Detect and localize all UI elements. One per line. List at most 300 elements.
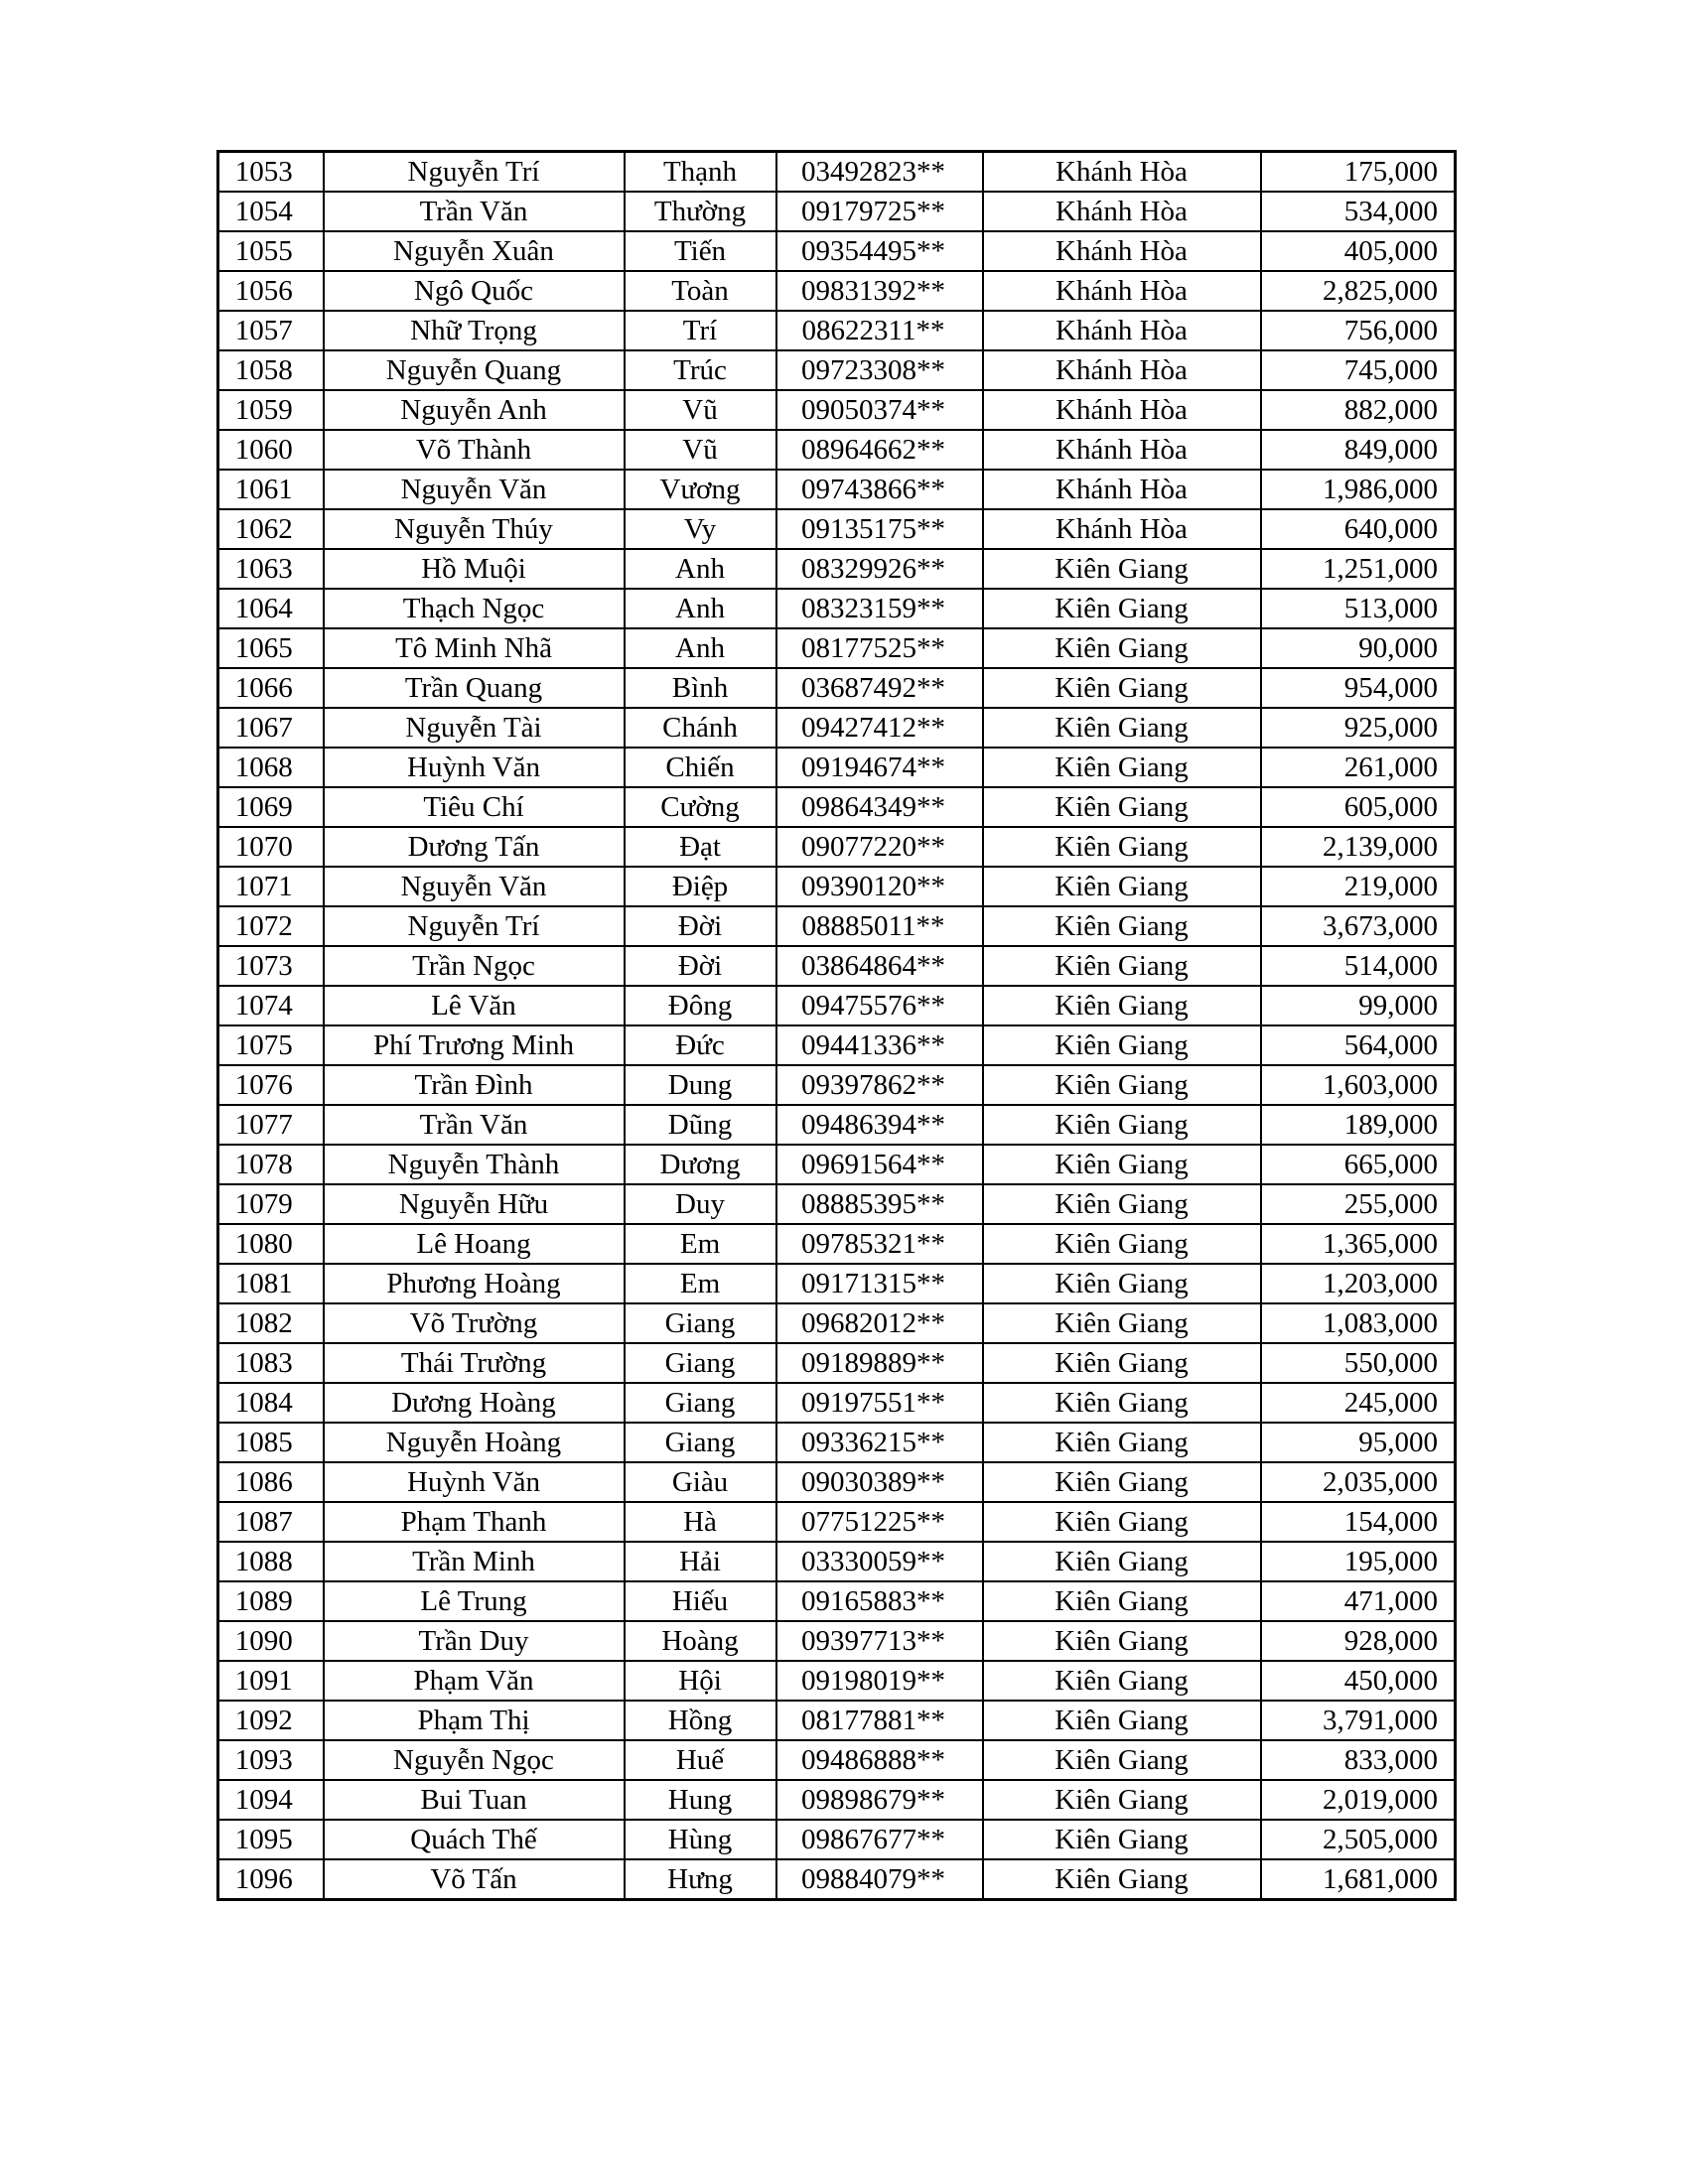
phone-cell: 03330059**: [776, 1542, 983, 1581]
phone-cell: 09197551**: [776, 1383, 983, 1423]
phone-cell: 09898679**: [776, 1780, 983, 1820]
phone-cell: 03687492**: [776, 668, 983, 708]
amount-cell: 833,000: [1261, 1740, 1456, 1780]
phone-cell: 08885011**: [776, 906, 983, 946]
phone-cell: 09723308**: [776, 350, 983, 390]
given-name-cell: Hùng: [625, 1820, 776, 1859]
given-name-cell: Giang: [625, 1383, 776, 1423]
surname-cell: Nguyễn Tài: [324, 708, 625, 748]
row-number-cell: 1064: [218, 589, 324, 628]
surname-cell: Nguyễn Xuân: [324, 231, 625, 271]
given-name-cell: Dũng: [625, 1105, 776, 1145]
given-name-cell: Đời: [625, 906, 776, 946]
table-row: [218, 1502, 1456, 1542]
surname-cell: Lê Trung: [324, 1581, 625, 1621]
row-number-cell: 1053: [218, 152, 324, 193]
row-number-cell: 1095: [218, 1820, 324, 1859]
given-name-cell: Chánh: [625, 708, 776, 748]
phone-cell: 09864349**: [776, 787, 983, 827]
row-number-cell: 1071: [218, 867, 324, 906]
surname-cell: Nguyễn Quang: [324, 350, 625, 390]
table-row: [218, 748, 1456, 787]
row-number-cell: 1079: [218, 1184, 324, 1224]
table-row: [218, 430, 1456, 470]
amount-cell: 189,000: [1261, 1105, 1456, 1145]
row-number-cell: 1072: [218, 906, 324, 946]
province-cell: Kiên Giang: [983, 748, 1261, 787]
surname-cell: Trần Văn: [324, 192, 625, 231]
surname-cell: Phạm Thị: [324, 1701, 625, 1740]
row-number-cell: 1081: [218, 1264, 324, 1303]
amount-cell: 1,365,000: [1261, 1224, 1456, 1264]
phone-cell: 09189889**: [776, 1343, 983, 1383]
given-name-cell: Đông: [625, 986, 776, 1025]
phone-cell: 09475576**: [776, 986, 983, 1025]
province-cell: Kiên Giang: [983, 1303, 1261, 1343]
table-row: [218, 470, 1456, 509]
row-number-cell: 1055: [218, 231, 324, 271]
phone-cell: 08323159**: [776, 589, 983, 628]
amount-cell: 640,000: [1261, 509, 1456, 549]
row-number-cell: 1078: [218, 1145, 324, 1184]
amount-cell: 745,000: [1261, 350, 1456, 390]
row-number-cell: 1091: [218, 1661, 324, 1701]
surname-cell: Phương Hoàng: [324, 1264, 625, 1303]
province-cell: Khánh Hòa: [983, 192, 1261, 231]
table-row: [218, 1780, 1456, 1820]
province-cell: Kiên Giang: [983, 787, 1261, 827]
table-row: [218, 1740, 1456, 1780]
amount-cell: 954,000: [1261, 668, 1456, 708]
row-number-cell: 1092: [218, 1701, 324, 1740]
phone-cell: 08885395**: [776, 1184, 983, 1224]
row-number-cell: 1068: [218, 748, 324, 787]
surname-cell: Quách Thế: [324, 1820, 625, 1859]
province-cell: Khánh Hòa: [983, 152, 1261, 193]
given-name-cell: Hiếu: [625, 1581, 776, 1621]
row-number-cell: 1074: [218, 986, 324, 1025]
row-number-cell: 1086: [218, 1462, 324, 1502]
phone-cell: 09397713**: [776, 1621, 983, 1661]
province-cell: Khánh Hòa: [983, 430, 1261, 470]
recipient-table-body: [218, 152, 1456, 1900]
row-number-cell: 1087: [218, 1502, 324, 1542]
given-name-cell: Vũ: [625, 430, 776, 470]
amount-cell: 849,000: [1261, 430, 1456, 470]
row-number-cell: 1073: [218, 946, 324, 986]
surname-cell: Nguyễn Hoàng: [324, 1423, 625, 1462]
phone-cell: 08177881**: [776, 1701, 983, 1740]
surname-cell: Võ Tấn: [324, 1859, 625, 1900]
recipient-table: [216, 150, 1457, 1901]
province-cell: Kiên Giang: [983, 1423, 1261, 1462]
phone-cell: 09194674**: [776, 748, 983, 787]
table-row: [218, 946, 1456, 986]
row-number-cell: 1054: [218, 192, 324, 231]
amount-cell: 2,035,000: [1261, 1462, 1456, 1502]
given-name-cell: Duy: [625, 1184, 776, 1224]
amount-cell: 514,000: [1261, 946, 1456, 986]
surname-cell: Trần Ngọc: [324, 946, 625, 986]
amount-cell: 90,000: [1261, 628, 1456, 668]
province-cell: Khánh Hòa: [983, 509, 1261, 549]
row-number-cell: 1083: [218, 1343, 324, 1383]
province-cell: Kiên Giang: [983, 1542, 1261, 1581]
phone-cell: 08622311**: [776, 311, 983, 350]
amount-cell: 450,000: [1261, 1661, 1456, 1701]
surname-cell: Nguyễn Thúy: [324, 509, 625, 549]
surname-cell: Phạm Văn: [324, 1661, 625, 1701]
table-row: [218, 906, 1456, 946]
surname-cell: Trần Quang: [324, 668, 625, 708]
surname-cell: Lê Văn: [324, 986, 625, 1025]
amount-cell: 550,000: [1261, 1343, 1456, 1383]
amount-cell: 471,000: [1261, 1581, 1456, 1621]
given-name-cell: Hội: [625, 1661, 776, 1701]
table-row: [218, 787, 1456, 827]
province-cell: Kiên Giang: [983, 1065, 1261, 1105]
table-row: [218, 1581, 1456, 1621]
amount-cell: 2,139,000: [1261, 827, 1456, 867]
phone-cell: 09867677**: [776, 1820, 983, 1859]
phone-cell: 09030389**: [776, 1462, 983, 1502]
row-number-cell: 1057: [218, 311, 324, 350]
given-name-cell: Giang: [625, 1423, 776, 1462]
table-row: [218, 1383, 1456, 1423]
province-cell: Kiên Giang: [983, 708, 1261, 748]
row-number-cell: 1058: [218, 350, 324, 390]
row-number-cell: 1062: [218, 509, 324, 549]
phone-cell: 09486888**: [776, 1740, 983, 1780]
given-name-cell: Toàn: [625, 271, 776, 311]
amount-cell: 261,000: [1261, 748, 1456, 787]
province-cell: Khánh Hòa: [983, 231, 1261, 271]
given-name-cell: Thạnh: [625, 152, 776, 193]
table-row: [218, 192, 1456, 231]
given-name-cell: Vương: [625, 470, 776, 509]
table-row: [218, 1145, 1456, 1184]
surname-cell: Võ Thành: [324, 430, 625, 470]
surname-cell: Trần Duy: [324, 1621, 625, 1661]
amount-cell: 245,000: [1261, 1383, 1456, 1423]
amount-cell: 928,000: [1261, 1621, 1456, 1661]
given-name-cell: Đạt: [625, 827, 776, 867]
amount-cell: 405,000: [1261, 231, 1456, 271]
province-cell: Kiên Giang: [983, 1859, 1261, 1900]
province-cell: Kiên Giang: [983, 1661, 1261, 1701]
given-name-cell: Em: [625, 1224, 776, 1264]
given-name-cell: Tiến: [625, 231, 776, 271]
row-number-cell: 1063: [218, 549, 324, 589]
table-row: [218, 986, 1456, 1025]
province-cell: Kiên Giang: [983, 589, 1261, 628]
row-number-cell: 1067: [218, 708, 324, 748]
given-name-cell: Anh: [625, 589, 776, 628]
given-name-cell: Dung: [625, 1065, 776, 1105]
table-row: [218, 350, 1456, 390]
row-number-cell: 1075: [218, 1025, 324, 1065]
surname-cell: Tô Minh Nhã: [324, 628, 625, 668]
province-cell: Kiên Giang: [983, 1740, 1261, 1780]
amount-cell: 756,000: [1261, 311, 1456, 350]
amount-cell: 882,000: [1261, 390, 1456, 430]
phone-cell: 09486394**: [776, 1105, 983, 1145]
given-name-cell: Dương: [625, 1145, 776, 1184]
table-row: [218, 1423, 1456, 1462]
surname-cell: Dương Tấn: [324, 827, 625, 867]
province-cell: Kiên Giang: [983, 628, 1261, 668]
province-cell: Khánh Hòa: [983, 470, 1261, 509]
surname-cell: Nguyễn Hữu: [324, 1184, 625, 1224]
given-name-cell: Vy: [625, 509, 776, 549]
surname-cell: Thạch Ngọc: [324, 589, 625, 628]
amount-cell: 605,000: [1261, 787, 1456, 827]
amount-cell: 3,791,000: [1261, 1701, 1456, 1740]
amount-cell: 255,000: [1261, 1184, 1456, 1224]
phone-cell: 03864864**: [776, 946, 983, 986]
surname-cell: Dương Hoàng: [324, 1383, 625, 1423]
row-number-cell: 1076: [218, 1065, 324, 1105]
province-cell: Khánh Hòa: [983, 350, 1261, 390]
surname-cell: Trần Văn: [324, 1105, 625, 1145]
amount-cell: 513,000: [1261, 589, 1456, 628]
province-cell: Kiên Giang: [983, 1145, 1261, 1184]
phone-cell: 08329926**: [776, 549, 983, 589]
given-name-cell: Hồng: [625, 1701, 776, 1740]
given-name-cell: Hà: [625, 1502, 776, 1542]
amount-cell: 1,203,000: [1261, 1264, 1456, 1303]
given-name-cell: Giàu: [625, 1462, 776, 1502]
province-cell: Kiên Giang: [983, 827, 1261, 867]
row-number-cell: 1094: [218, 1780, 324, 1820]
row-number-cell: 1066: [218, 668, 324, 708]
row-number-cell: 1090: [218, 1621, 324, 1661]
surname-cell: Ngô Quốc: [324, 271, 625, 311]
table-row: [218, 1065, 1456, 1105]
table-row: [218, 1224, 1456, 1264]
given-name-cell: Anh: [625, 549, 776, 589]
phone-cell: 09427412**: [776, 708, 983, 748]
table-row: [218, 1343, 1456, 1383]
row-number-cell: 1077: [218, 1105, 324, 1145]
amount-cell: 1,986,000: [1261, 470, 1456, 509]
row-number-cell: 1096: [218, 1859, 324, 1900]
phone-cell: 09743866**: [776, 470, 983, 509]
table-row: [218, 708, 1456, 748]
amount-cell: 925,000: [1261, 708, 1456, 748]
row-number-cell: 1056: [218, 271, 324, 311]
phone-cell: 09441336**: [776, 1025, 983, 1065]
province-cell: Kiên Giang: [983, 1820, 1261, 1859]
row-number-cell: 1070: [218, 827, 324, 867]
table-row: [218, 1105, 1456, 1145]
table-row: [218, 271, 1456, 311]
given-name-cell: Điệp: [625, 867, 776, 906]
amount-cell: 534,000: [1261, 192, 1456, 231]
surname-cell: Trần Đình: [324, 1065, 625, 1105]
row-number-cell: 1065: [218, 628, 324, 668]
amount-cell: 1,083,000: [1261, 1303, 1456, 1343]
table-row: [218, 152, 1456, 193]
phone-cell: 09831392**: [776, 271, 983, 311]
given-name-cell: Hưng: [625, 1859, 776, 1900]
province-cell: Kiên Giang: [983, 1224, 1261, 1264]
province-cell: Kiên Giang: [983, 1343, 1261, 1383]
surname-cell: Nguyễn Ngọc: [324, 1740, 625, 1780]
surname-cell: Hồ Muội: [324, 549, 625, 589]
phone-cell: 09785321**: [776, 1224, 983, 1264]
province-cell: Kiên Giang: [983, 1780, 1261, 1820]
given-name-cell: Thường: [625, 192, 776, 231]
surname-cell: Phạm Thanh: [324, 1502, 625, 1542]
table-row: [218, 311, 1456, 350]
province-cell: Kiên Giang: [983, 1383, 1261, 1423]
row-number-cell: 1060: [218, 430, 324, 470]
phone-cell: 09050374**: [776, 390, 983, 430]
surname-cell: Thái Trường: [324, 1343, 625, 1383]
phone-cell: 09135175**: [776, 509, 983, 549]
table-row: [218, 867, 1456, 906]
amount-cell: 2,825,000: [1261, 271, 1456, 311]
phone-cell: 09682012**: [776, 1303, 983, 1343]
table-row: [218, 1303, 1456, 1343]
province-cell: Kiên Giang: [983, 986, 1261, 1025]
table-row: [218, 1025, 1456, 1065]
table-row: [218, 1820, 1456, 1859]
given-name-cell: Hung: [625, 1780, 776, 1820]
given-name-cell: Chiến: [625, 748, 776, 787]
amount-cell: 99,000: [1261, 986, 1456, 1025]
amount-cell: 1,603,000: [1261, 1065, 1456, 1105]
table-row: [218, 827, 1456, 867]
table-row: [218, 589, 1456, 628]
surname-cell: Huỳnh Văn: [324, 1462, 625, 1502]
province-cell: Kiên Giang: [983, 1462, 1261, 1502]
surname-cell: Tiêu Chí: [324, 787, 625, 827]
province-cell: Kiên Giang: [983, 906, 1261, 946]
table-row: [218, 668, 1456, 708]
province-cell: Khánh Hòa: [983, 271, 1261, 311]
given-name-cell: Hải: [625, 1542, 776, 1581]
given-name-cell: Anh: [625, 628, 776, 668]
amount-cell: 665,000: [1261, 1145, 1456, 1184]
amount-cell: 154,000: [1261, 1502, 1456, 1542]
phone-cell: 07751225**: [776, 1502, 983, 1542]
table-row: [218, 390, 1456, 430]
row-number-cell: 1061: [218, 470, 324, 509]
phone-cell: 09171315**: [776, 1264, 983, 1303]
phone-cell: 09198019**: [776, 1661, 983, 1701]
surname-cell: Trần Minh: [324, 1542, 625, 1581]
amount-cell: 219,000: [1261, 867, 1456, 906]
province-cell: Kiên Giang: [983, 1105, 1261, 1145]
phone-cell: 09884079**: [776, 1859, 983, 1900]
province-cell: Kiên Giang: [983, 549, 1261, 589]
province-cell: Kiên Giang: [983, 1184, 1261, 1224]
province-cell: Kiên Giang: [983, 1025, 1261, 1065]
amount-cell: 95,000: [1261, 1423, 1456, 1462]
phone-cell: 09077220**: [776, 827, 983, 867]
table-row: [218, 1661, 1456, 1701]
row-number-cell: 1085: [218, 1423, 324, 1462]
phone-cell: 09336215**: [776, 1423, 983, 1462]
phone-cell: 09390120**: [776, 867, 983, 906]
table-row: [218, 1462, 1456, 1502]
given-name-cell: Giang: [625, 1303, 776, 1343]
province-cell: Kiên Giang: [983, 1264, 1261, 1303]
table-row: [218, 549, 1456, 589]
given-name-cell: Em: [625, 1264, 776, 1303]
surname-cell: Nguyễn Thành: [324, 1145, 625, 1184]
row-number-cell: 1059: [218, 390, 324, 430]
given-name-cell: Cường: [625, 787, 776, 827]
phone-cell: 03492823**: [776, 152, 983, 193]
surname-cell: Võ Trường: [324, 1303, 625, 1343]
given-name-cell: Giang: [625, 1343, 776, 1383]
surname-cell: Huỳnh Văn: [324, 748, 625, 787]
surname-cell: Nguyễn Trí: [324, 152, 625, 193]
table-row: [218, 1184, 1456, 1224]
row-number-cell: 1089: [218, 1581, 324, 1621]
province-cell: Kiên Giang: [983, 1581, 1261, 1621]
surname-cell: Bui Tuan: [324, 1780, 625, 1820]
surname-cell: Phí Trương Minh: [324, 1025, 625, 1065]
row-number-cell: 1093: [218, 1740, 324, 1780]
surname-cell: Nguyễn Văn: [324, 867, 625, 906]
province-cell: Kiên Giang: [983, 867, 1261, 906]
phone-cell: 09691564**: [776, 1145, 983, 1184]
table-row: [218, 509, 1456, 549]
phone-cell: 09397862**: [776, 1065, 983, 1105]
row-number-cell: 1069: [218, 787, 324, 827]
amount-cell: 175,000: [1261, 152, 1456, 193]
surname-cell: Nhữ Trọng: [324, 311, 625, 350]
given-name-cell: Đời: [625, 946, 776, 986]
amount-cell: 1,681,000: [1261, 1859, 1456, 1900]
row-number-cell: 1088: [218, 1542, 324, 1581]
table-row: [218, 1701, 1456, 1740]
table-row: [218, 1859, 1456, 1900]
given-name-cell: Vũ: [625, 390, 776, 430]
phone-cell: 09179725**: [776, 192, 983, 231]
amount-cell: 195,000: [1261, 1542, 1456, 1581]
amount-cell: 3,673,000: [1261, 906, 1456, 946]
surname-cell: Lê Hoang: [324, 1224, 625, 1264]
province-cell: Kiên Giang: [983, 946, 1261, 986]
phone-cell: 08177525**: [776, 628, 983, 668]
province-cell: Kiên Giang: [983, 668, 1261, 708]
table-row: [218, 1621, 1456, 1661]
surname-cell: Nguyễn Văn: [324, 470, 625, 509]
table-row: [218, 1542, 1456, 1581]
phone-cell: 08964662**: [776, 430, 983, 470]
row-number-cell: 1082: [218, 1303, 324, 1343]
province-cell: Khánh Hòa: [983, 390, 1261, 430]
province-cell: Kiên Giang: [983, 1502, 1261, 1542]
surname-cell: Nguyễn Anh: [324, 390, 625, 430]
given-name-cell: Trí: [625, 311, 776, 350]
given-name-cell: Đức: [625, 1025, 776, 1065]
phone-cell: 09165883**: [776, 1581, 983, 1621]
given-name-cell: Trúc: [625, 350, 776, 390]
given-name-cell: Bình: [625, 668, 776, 708]
province-cell: Kiên Giang: [983, 1701, 1261, 1740]
amount-cell: 564,000: [1261, 1025, 1456, 1065]
given-name-cell: Huế: [625, 1740, 776, 1780]
amount-cell: 2,019,000: [1261, 1780, 1456, 1820]
amount-cell: 1,251,000: [1261, 549, 1456, 589]
table-row: [218, 1264, 1456, 1303]
